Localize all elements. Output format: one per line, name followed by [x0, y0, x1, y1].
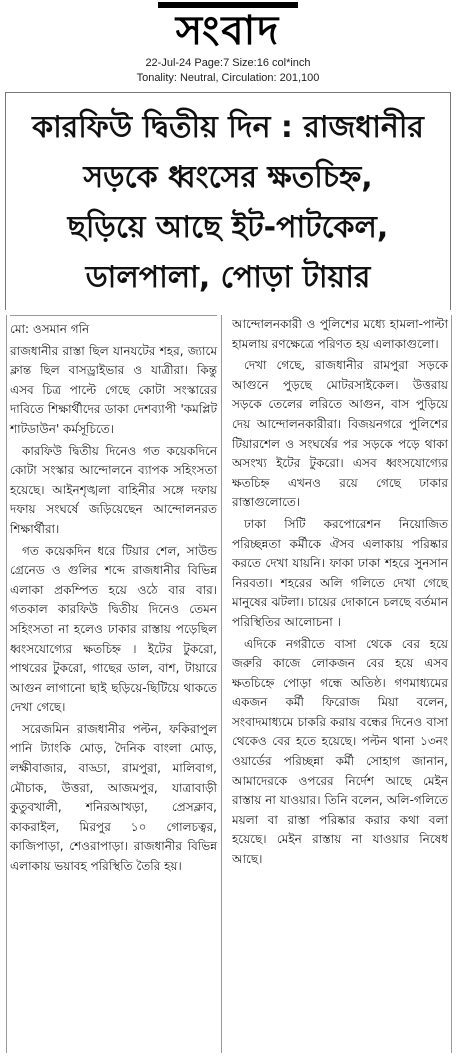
- newspaper-logo: সংবাদ: [158, 2, 299, 54]
- article-paragraph: সরেজমিন রাজধানীর পল্টন, ফকিরাপুল পানি ট্যাংকি মোড়, দৈনিক বাংলা মোড়, লক্ষীবাজার, বাড্ডা, রামপুরা, মালিবাগ, মৌচাক, উত্তরা, আজমপুর, যাত্রাবাড়ী কুতুবখালী, শনিরআখড়া, প্রেসক্লাব, কাকরাইল, মিরপুর ১০ গোলচত্বর, কাজিপাড়া, শেওরাপাড়া। রাজধানীর বিভিন্ন এলাকায় ভয়াবহ পরিস্থিতি তৈরি হয়।: [10, 721, 217, 874]
- headline-line: সড়কে ধ্বংসের ক্ষতচিহ্ন,: [83, 160, 373, 195]
- article-paragraph: কারফিউ দ্বিতীয় দিনেও গত কয়েকদিনে কোটা সংস্কার আন্দোলনে ব্যাপক সহিংসতা হয়েছে। আইনশৃঙ্খলা বাহিনীর সঙ্গে দফায় দফায় সংঘর্ষে জড়িয়েছেন আন্দোলনরত শিক্ষার্থীরা।: [10, 443, 217, 536]
- article-paragraph: দেখা গেছে, রাজধানীর রামপুরা সড়কে আগুনে পুড়ছে মোটরসাইকেল। উত্তরায় সড়কে তেলের লরিতে আগুন, বাস পুড়িয়ে দেয় আন্দোলনকারীরা। বিজয়নগরে পুলিশের টিয়ারশেল ও সংঘর্ষের পর সড়কে পড়ে থাকা অসংখ্য ইটের টুকরো। এসব ধ্বংসযোগ্যের ক্ষতচিহ্ন এখনও রয়ে গেছে ঢাকার রাস্তাগুলোতে।: [232, 358, 448, 510]
- headline-line: কারফিউ দ্বিতীয় দিন : রাজধানীর: [32, 110, 424, 145]
- article-column-right: [232, 315, 452, 1053]
- clipping-meta-date-page: 22-Jul-24 Page:7 Size:16 col*inch: [145, 57, 311, 69]
- article-paragraph: গত কয়েকদিন ধরে টিয়ার শেল, সাউন্ড গ্রেনেড ও গুলির শব্দে রাজধানীর বিভিন্ন এলাকা প্রকম্পিত হয়ে ওঠে বার বার। গতকাল কারফিউ দ্বিতীয় দিনেও তেমন সহিংসতা না হলেও ঢাকার রাস্তায় পড়েছিল ধ্বংসযোগ্যের ক্ষতচিহ্ন । ইটের টুকরো, পাথরের টুকরো, গাছের ডাল, বাশ, টায়ারে আগুন লাগানো ছাই ছড়িয়ে-ছিটিয়ে থাকতে দেখা গেছে।: [10, 543, 217, 715]
- headline-line: ডালপালা, পোড়া টায়ার: [85, 260, 371, 295]
- article-paragraph: আন্দোলনকারী ও পুলিশের মধ্যে হামলা-পাল্টা হামলায় রণক্ষেত্রে পরিণত হয় এলাকাগুলো।: [232, 317, 448, 351]
- article-paragraph: ঢাকা সিটি করপোরেশন নিয়োজিত পরিচ্ছন্নতা কর্মীকে ঐসব এলাকায় পরিষ্কার করতে দেখা যায়নি। ফাকা ঢাকা শহরে সুনসান নিরবতা। শহরের অলি গলিতে দেখা গেছে মানুষের ঝটলা। চায়ের দোকানে চলছে বর্তমান পরিস্থিতির আলোচনা ।: [232, 516, 448, 629]
- byline-divider: [10, 315, 217, 316]
- clipping-meta-tonality: Tonality: Neutral, Circulation: 201,100: [136, 72, 320, 84]
- masthead: [0, 0, 456, 58]
- article-paragraph: এদিকে নগরীতে বাসা থেকে বের হয়ে জরুরি কাজে লোকজন বের হয়ে এসব ক্ষতচিহ্নে পোড়া গন্ধে অতিষ্ঠ। গণমাধ্যমের একজন কর্মী ফিরোজ মিয়া বলেন, সংবাদমাধ্যমে চাকরি করায় বন্ধের দিনেও বাসা থেকেও বের হতে হয়েছে। পল্টন থানা ১৩নং ওয়ার্ডের পরিচ্ছন্না কর্মী সোহাগ জানান, আমাদেরকে ওপরের নির্দেশ আছে মেইন রাস্তায় না যাওয়ার। তিনি বলেন, অলি-গলিতে ময়লা বা রাস্তা পরিষ্কার করার কথা বলা হয়েছে। মেইন রাস্তায় না যাওয়ার নিষেধ আছে।: [232, 636, 448, 867]
- article-column-left: [6, 315, 222, 1053]
- headline-line: ছড়িয়ে আছে ইট-পাটকেল,: [67, 210, 389, 245]
- byline: মো: ওসমান গনি: [10, 322, 90, 336]
- headline: [5, 92, 451, 310]
- article-paragraph: রাজধানীর রাস্তা ছিল যানযটের শহর, জ্যামে ক্লান্ত ছিল বাসড্রাইভার ও যাত্রীরা। কিন্তু এসব চিত্র পাল্টে গেছে কোটা সংস্কারের দাবিতে শিক্ষার্থীদের ডাকা দেশব্যাপী 'কমপ্লিট শাটডাউন' কর্মসূচিতে।: [10, 343, 217, 436]
